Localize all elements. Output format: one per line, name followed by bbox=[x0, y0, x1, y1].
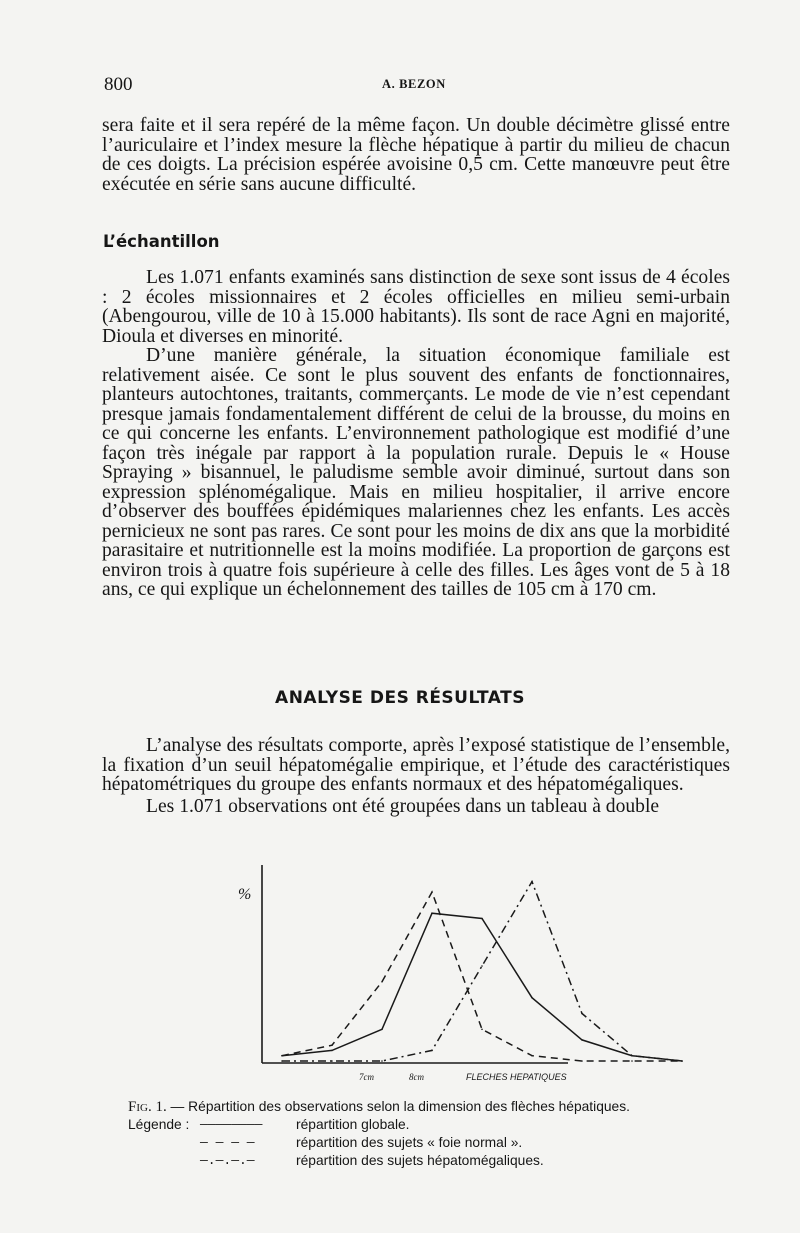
intro-paragraph-block bbox=[102, 116, 730, 194]
data-point bbox=[381, 1060, 383, 1062]
section-heading-echantillon: L’échantillon bbox=[103, 232, 220, 251]
x-tick-label: 8cm bbox=[409, 1072, 424, 1082]
series-line-solid bbox=[282, 913, 682, 1061]
paragraph: Les 1.071 enfants examinés sans distinction de sexe sont issus de 4 écoles : 2 écoles missionnaires et 2 écoles officielles en milieu semi-urbain (Abengourou, ville de 10 à 15.000 habitants). Ils sont de race Agni en majorité, Dioula et diverses en minorité. bbox=[102, 267, 730, 347]
caption-title bbox=[128, 1098, 748, 1116]
data-point bbox=[681, 1060, 683, 1062]
data-point bbox=[631, 1055, 633, 1057]
data-point bbox=[531, 881, 533, 883]
echantillon-body bbox=[102, 268, 730, 600]
paragraph: L’analyse des résultats comporte, après l’exposé statistique de l’ensemble, la fixation d’un seuil hépatomégalie empirique, et l’étude des caractéristiques hépatométriques du groupe des enfants normaux et des hépatomégaliques. bbox=[102, 735, 730, 795]
data-point bbox=[531, 997, 533, 999]
x-axis-label: FLECHES HEPATIQUES bbox=[466, 1072, 567, 1082]
data-point bbox=[481, 965, 483, 967]
legend-sample-solid: ———————— bbox=[200, 1117, 263, 1132]
y-axis-label: % bbox=[238, 886, 252, 903]
data-point bbox=[481, 1029, 483, 1031]
figure-hepatic-distribution bbox=[228, 855, 598, 1085]
legend-sample-dashed: — — — — bbox=[200, 1135, 255, 1150]
caption-text: — Répartition des observations selon la dimension des flèches hépatiques. bbox=[170, 1099, 630, 1114]
data-point bbox=[281, 1055, 283, 1057]
data-point bbox=[531, 1055, 533, 1057]
chart-svg bbox=[228, 855, 598, 1085]
series-line-dashed bbox=[282, 892, 682, 1061]
data-point bbox=[381, 1029, 383, 1031]
legend-text: répartition globale. bbox=[296, 1117, 410, 1132]
running-head: A. BEZON bbox=[382, 77, 446, 91]
data-point bbox=[581, 1060, 583, 1062]
legend-row bbox=[128, 1134, 748, 1152]
data-point bbox=[631, 1060, 633, 1062]
x-tick-label: 7cm bbox=[359, 1072, 374, 1082]
figure-label: Fig. 1. bbox=[128, 1099, 167, 1115]
analyse-body bbox=[102, 736, 730, 816]
page-number: 800 bbox=[104, 74, 133, 95]
figure-caption bbox=[128, 1098, 748, 1170]
series-layer bbox=[281, 881, 683, 1062]
legend-text: répartition des sujets hépatomégaliques. bbox=[296, 1153, 544, 1168]
data-point bbox=[581, 1013, 583, 1015]
data-point bbox=[331, 1060, 333, 1062]
legend-row bbox=[128, 1152, 748, 1170]
legend-row bbox=[128, 1116, 748, 1134]
data-point bbox=[481, 918, 483, 920]
data-point bbox=[381, 981, 383, 983]
data-point bbox=[331, 1050, 333, 1052]
intro-paragraph: sera faite et il sera repéré de la même façon. Un double décimètre glissé entre l’auriculaire et l’index mesure la flèche hépatique à partir du milieu de chacun de ces doigts. La précision espérée avoisine 0,5 cm. Cette manœuvre peut être exécutée en série sans aucune difficulté. bbox=[102, 115, 730, 195]
legend-text: répartition des sujets « foie normal ». bbox=[296, 1135, 523, 1150]
legend-sample-dashdot: —.—.—.— bbox=[200, 1153, 255, 1168]
data-point bbox=[431, 891, 433, 893]
data-point bbox=[431, 1050, 433, 1052]
data-point bbox=[431, 912, 433, 914]
paragraph: D’une manière générale, la situation économique familiale est relativement aisée. Ce sont le plus souvent des enfants de fonctionnaires, planteurs autochtones, traitants, commerçants. Le mode de vie n’est cependant presque jamais fondamentalement différent de celui de la brousse, du moins en ce qui concerne les enfants. L’environnement pathologique est modifié d’une façon très inégale par rapport à la population rurale. Depuis le « House Spraying » bisannuel, le paludisme semble avoir diminué, surtout dans son expression splénomégalique. Mais en milieu hospitalier, il arrive encore d’observer des bouffées épidémiques malariennes chez les enfants. Les accès pernicieux ne sont pas rares. Ce sont pour les moins de dix ans que la morbidité parasitaire et nutritionnelle est la moins modifiée. La proportion de garçons est environ trois à quatre fois supérieure à celle des filles. Les âges vont de 5 à 18 ans, ce qui explique un échelonnement des tailles de 105 cm à 170 cm. bbox=[102, 345, 730, 600]
data-point bbox=[581, 1039, 583, 1041]
paragraph: Les 1.071 observations ont été groupées dans un tableau à double bbox=[146, 795, 660, 817]
legend-heading: Légende : bbox=[128, 1117, 190, 1132]
data-point bbox=[331, 1044, 333, 1046]
section-heading-analyse: ANALYSE DES RÉSULTATS bbox=[275, 688, 525, 708]
data-point bbox=[281, 1060, 283, 1062]
series-line-dash-dot bbox=[282, 882, 682, 1061]
